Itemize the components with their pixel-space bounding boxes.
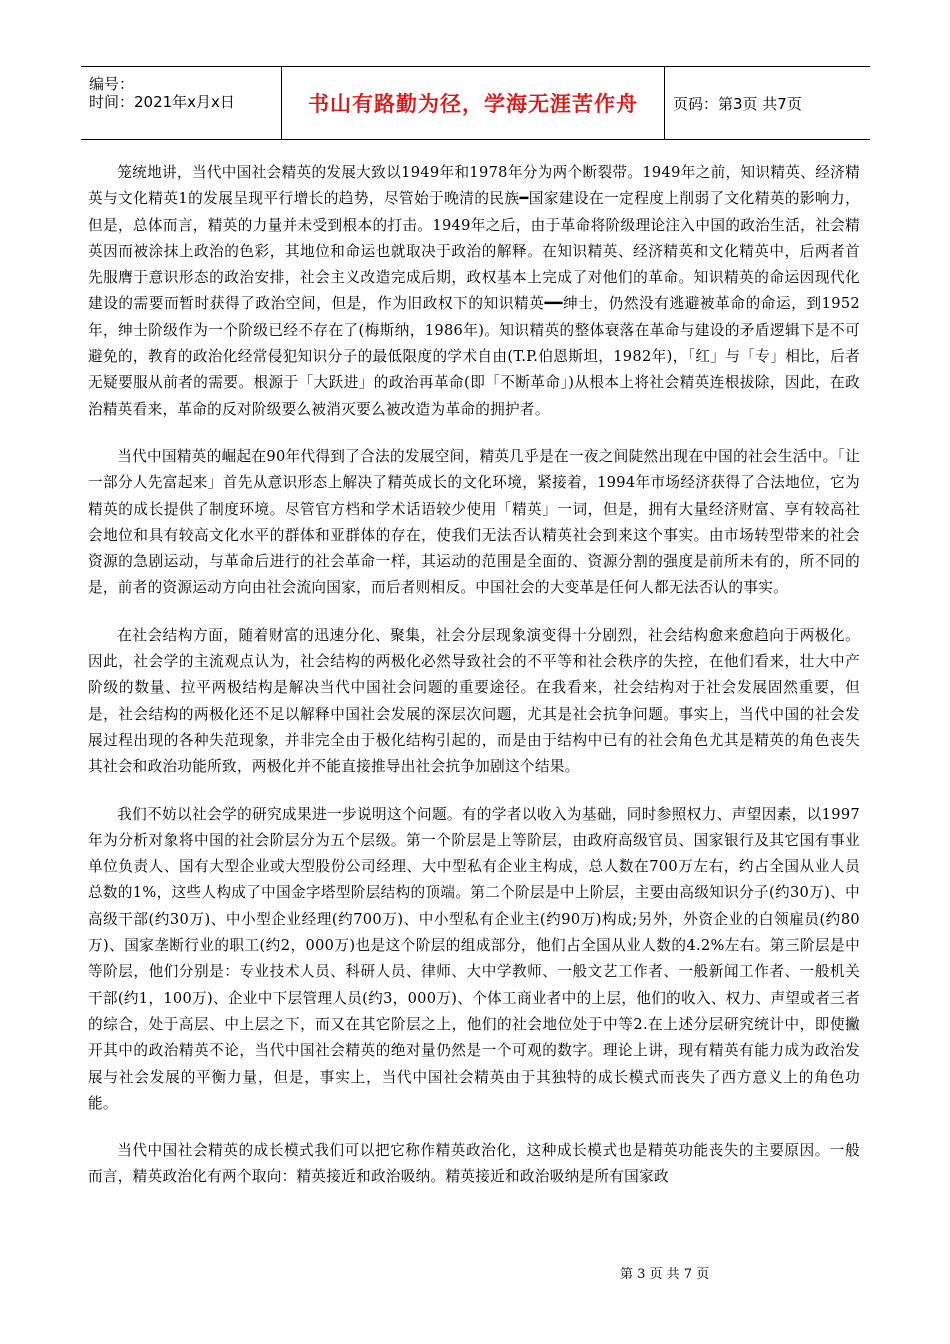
header-motto-cell: [281, 67, 665, 139]
paragraph: 在社会结构方面，随着财富的迅速分化、聚集，社会分层现象演变得十分剧烈，社会结构愈来愈趋向于两极化。因此，社会学的主流观点认为，社会结构的两极化必然导致社会的不平等和社会秩序的失控，在他们看来，壮大中产阶级的数量、拉平两极结构是解决当代中国社会问题的重要途径。在我看来，社会结构对于社会发展固然重要，但是，社会结构的两极化还不足以解释中国社会发展的深层次问题，尤其是社会抗争问题。事实上，当代中国的社会发展过程出现的各种失范现象，并非完全由于极化结构引起的，而是由于结构中已有的社会角色尤其是精英的角色丧失其社会和政治功能所致，两极化并不能直接推导出社会抗争加剧这个结果。: [88, 626, 860, 776]
paragraph: 当代中国社会精英的成长模式我们可以把它称作精英政治化，这种成长模式也是精英功能丧失的主要原因。一般而言，精英政治化有两个取向：精英接近和政治吸纳。精英接近和政治吸纳是所有国家政: [88, 1142, 860, 1186]
page-footer: 第 3 页 共 7 页: [620, 1267, 710, 1282]
document-date-label: 时间：2021年x月x日: [89, 93, 235, 111]
header-page-info: 页码：第3页 共7页: [673, 94, 802, 113]
header-motto: 书山有路勤为径，学海无涯苦作舟: [308, 92, 638, 116]
header-meta: [81, 67, 281, 139]
header-page-cell: [665, 67, 870, 139]
paragraph: 当代中国精英的崛起在90年代得到了合法的发展空间，精英几乎是在一夜之间陡然出现在中国的社会生活中。「让一部分人先富起来」首先从意识形态上解决了精英成长的文化环境，紧接着，1994年市场经济获得了合法地位，它为精英的成长提供了制度环境。尽管官方档和学术话语较少使用「精英」一词，但是，拥有大量经济财富、享有较高社会地位和具有较高文化水平的群体和亚群体的存在，使我们无法否认精英社会到来这个事实。由市场转型带来的社会资源的急剧运动，与革命后进行的社会革命一样，其运动的范围是全面的、资源分割的强度是前所未有的，所不同的是，前者的资源运动方向由社会流向国家，而后者则相反。中国社会的大变革是任何人都无法否认的事实。: [88, 447, 860, 597]
document-number-label: 编号：: [89, 75, 135, 93]
paragraph: 笼统地讲，当代中国社会精英的发展大致以1949年和1978年分为两个断裂带。1949年之前，知识精英、经济精英与文化精英1的发展呈现平行增长的趋势，尽管始于晚清的民族━国家建设在一定程度上削弱了文化精英的影响力，但是，总体而言，精英的力量并未受到根本的打击。1949年之后，由于革命将阶级理论注入中国的政治生活，社会精英因而被涂抹上政治的色彩，其地位和命运也就取决于政治的解释。在知识精英、经济精英和文化精英中，后两者首先服膺于意识形态的政治安排，社会主义改造完成后期，政权基本上完成了对他们的革命。知识精英的命运因现代化建设的需要而暂时获得了政治空间，但是，作为旧政权下的知识精英━━绅士，仍然没有逃避被革命的命运，到1952年，绅士阶级作为一个阶级已经不存在了(梅斯纳，1986年)。知识精英的整体衰落在革命与建设的矛盾逻辑下是不可避免的，教育的政治化经常侵犯知识分子的最低限度的学术自由(T.P.伯恩斯坦，1982年)，「红」与「专」相比，后者无疑要服从前者的需要。根源于「大跃进」的政治再革命(即「不断革命」)从根本上将社会精英连根拔除，因此，在政治精英看来，革命的反对阶级要么被消灭要么被改造为革命的拥护者。: [88, 164, 860, 418]
paragraph: 我们不妨以社会学的研究成果进一步说明这个问题。有的学者以收入为基础，同时参照权力、声望因素，以1997年为分析对象将中国的社会阶层分为五个层级。第一个阶层是上等阶层，由政府高级官员、国家银行及其它国有事业单位负责人、国有大型企业或大型股份公司经理、大中型私有企业主构成，总人数在700万左右，约占全国从业人员总数的1%，这些人构成了中国金字塔型阶层结构的顶端。第二个阶层是中上阶层，主要由高级知识分子(约30万)、中高级干部(约30万)、中小型企业经理(约700万)、中小型私有企业主(约90万)构成;另外，外资企业的白领雇员(约80万)、国家垄断行业的职工(约2，000万)也是这个阶层的组成部分，他们占全国从业人数的4.2%左右。第三阶层是中等阶层，他们分别是：专业技术人员、科研人员、律师、大中学教师、一般文艺工作者、一般新闻工作者、一般机关干部(约1，100万)、企业中下层管理人员(约3，000万)、个体工商业者中的上层，他们的收入、权力、声望或者三者的综合，处于高层、中上层之下，而又在其它阶层之上，他们的社会地位处于中等2.在上述分层研究统计中，即使撇开其中的政治精英不论，当代中国社会精英的绝对量仍然是一个可观的数字。理论上讲，现有精英有能力成为政治发展与社会发展的平衡力量，但是，事实上，当代中国社会精英由于其独特的成长模式而丧失了西方意义上的角色功能。: [88, 805, 860, 1112]
document-body: [88, 160, 860, 1212]
page-header: [81, 66, 870, 140]
